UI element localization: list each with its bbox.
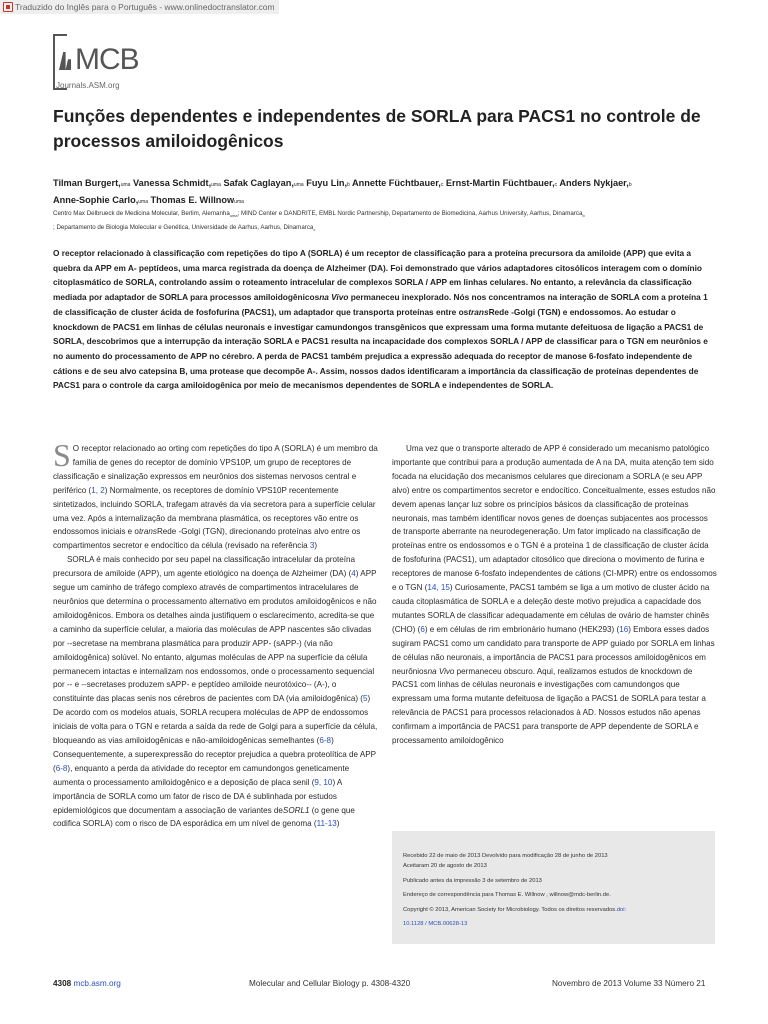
author-affiliation-mark: uma xyxy=(138,199,148,205)
translator-icon xyxy=(3,2,13,12)
correspondence: Endereço de correspondência para Thomas E. Willnow , willnow@mdc-berlin.de. xyxy=(403,892,611,899)
abstract-text-3: Rede -Golgi (TGN) e endossomos. Ao estudar o knockdown de PACS1 em linhas de células neuronais e investigar camundongos transgênicos que expressam uma forma mutante defeituosa de ligação a PACS1 de SORLA, descobrimos que a interrupção da interação SORLA e PACS1 resulta na incapacidade dos complexos SORLA / APP de classificar para o TGN em neurônios e no aumento do processamento de APP no cérebro. A perda de PACS1 também prejudica a expressão adequada do receptor de manose 6-fosfato independente de cátions e de seu alvo catepsina B, uma protease que decompõe A-. Assim, nossos dados identificaram a importância da classificação de proteínas dependentes de PACS1 para o controle da carga amiloidogênica por meio de mecanismos dependentes de SORLA e independentes de SORLA. xyxy=(53,306,708,391)
affiliation-1: Centro Max Delbrueck de Medicina Molecular, Berlim, Alemanha xyxy=(53,210,230,217)
abstract-em-1: na Vivo xyxy=(319,292,349,303)
copyright xyxy=(403,905,703,915)
ref-link-6-8[interactable]: 6-8 xyxy=(319,736,332,746)
author-affiliation-mark: uma xyxy=(293,182,304,188)
left-p2-text-c: ) De acordo com os modelos atuais, SORLA recupera moléculas de APP de endossomos iniciais de volta para o TGN e retarda a saída da rede de Golgi para a superfície da célula, bloqueando as vias amiloidogênicas e não-amiloidogênicas semelhantes ( xyxy=(53,694,378,746)
page-number: 4308 xyxy=(53,979,72,988)
left-p2-text-a: SORLA é mais conhecido por seu papel na classificação intracelular da proteína precursora de amiloide (APP), um agente etiológico na doença de Alzheimer (DA) ( xyxy=(53,555,355,579)
affiliation-2: ; MIND Center e DANDRITE, EMBL Nordic Partnership, Departamento de Biomedicina, Aarhus University, Aarhus, Dinamarca xyxy=(237,210,583,217)
ref-link-5[interactable]: 5 xyxy=(362,694,368,704)
author-affiliation-mark: uma xyxy=(234,199,244,205)
ref-link-11-13[interactable]: 11-13 xyxy=(316,819,337,829)
affiliation-3: ; Departamento de Biologia Molecular e Genética, Universidade de Aarhus, Aarhus, Dinamarca xyxy=(53,224,314,232)
abstract-text-2: permaneceu inexplorado. Nós nos concentramos na interação de SORLA com a proteína 1 de classificação de cluster ácida de fosfofurina (PACS1), um adaptador que transporta proteínas entre os xyxy=(53,292,708,317)
article-title: Funções dependentes e independentes de SORLA para PACS1 no controle de processos amiloidogênicos xyxy=(53,106,701,151)
published-date: Publicado antes da impressão 3 de setembro de 2013 xyxy=(403,877,542,884)
author-name: Fuyu Lin, xyxy=(303,178,348,188)
footer-journal: Molecular and Cellular Biology p. 4308-4320 xyxy=(249,979,411,988)
left-p2-text-b: ) APP segue um caminho de tráfego complexo através de compartimentos intracelulares de neurônios que determina o processamento alternativo em produtos amiloidogênicos e não amiloidogênicos. Embora os detalhes ainda justifiquem o esclarecimento, acredita-se que a caminho da superfície celular, a maioria das moléculas de APP nascentes são clivadas por --secretase na membrana plasmática para produzir APP- (sAPP-) (via não amiloidogênica) solúvel. No entanto, algumas moléculas de APP na superfície da célula permanecem intactas e internalizam nos endossomos, onde o processamento sequencial por -- e --secretases produzem sAPP- e peptídeo amiloide neurotóxico-- (A-), o constituinte das placas senis nos cérebros de pacientes com DA (via amiloidogênica) ( xyxy=(53,569,377,704)
right-p1-text-e: permaneceu obscuro. Aqui, realizamos estudos de knockdown de PACS1 com linhas de células neuronais e investigações com camundongos que expressam uma forma mutante defeituosa de ligação a PACS1 de SORLA para testar a relevância de PACS1 para processos relacionados à AD. Nossos estudos não apenas confirmam a importância de PACS1 para transporte de APP dependente de SORLA e processamento amiloidogênico xyxy=(392,666,706,746)
affiliation-3-sup: c xyxy=(313,227,316,233)
translator-banner-text[interactable]: Traduzido do Inglês para o Português - www.onlinedoctranslator.com xyxy=(15,2,275,12)
body-column-right xyxy=(392,442,717,748)
left-p1-em: trans xyxy=(138,527,157,537)
copyright-text: Copyright © 2013, American Society for Microbiology. Todos os direitos reservados. xyxy=(403,906,617,913)
author-name: Tilman Burgert, xyxy=(53,178,121,188)
left-p2-text-f: ) A importância de SORLA como um fator de risco de DA é sublinhada por estudos epidemiológicos que documentam a associação de variantes de xyxy=(53,777,342,815)
footer-issue: Novembro de 2013 Volume 33 Número 21 xyxy=(552,979,706,988)
author-affiliation-mark: uma xyxy=(211,182,221,188)
logo-word: MCB xyxy=(75,43,139,76)
left-p2-text-d: ) Consequentemente, a superexpressão do receptor prejudica a quebra proteolítica de APP ( xyxy=(53,736,376,773)
affiliations xyxy=(53,208,723,236)
ref-link-6-r[interactable]: 6 xyxy=(420,624,425,634)
author-name: Anne-Sophie Carlo, xyxy=(53,195,139,205)
abstract-em-2: trans xyxy=(468,306,489,317)
accepted-date: Aceitaram 20 de agosto de 2013 xyxy=(403,863,487,870)
right-p1-em: na Vivo xyxy=(427,666,455,676)
author-name: Safak Caglayan, xyxy=(220,178,294,188)
article-info-box xyxy=(392,831,715,944)
ref-link-4[interactable]: 4 xyxy=(351,569,356,579)
left-p1-text-a: O receptor relacionado ao orting com repetições do tipo A (SORLA) é um membro da família de genes do receptor de domínio VPS10P, um grupo de receptores de classificação e sinalização expressos em neurônios dos sistemas nervosos central e periférico ( xyxy=(53,444,378,495)
right-p1-text-d: ) Embora esses dados sugiram PACS1 como um candidato para transporte de APP guiado por SORLA em linhas de células não neuronais, a importância de PACS1 para processos amiloidogênicos em neurônios xyxy=(392,624,715,676)
left-p1-text-c: Rede -Golgi (TGN), direcionando proteínas alvo entre os compartimentos secretor e endocítico da célula (revisado na referência xyxy=(53,527,361,551)
ref-link-14-15[interactable]: 14, 15 xyxy=(427,583,450,593)
left-p1-text-b: ) Normalmente, os receptores de domínio VPS10P recentemente sintetizados, incluindo SORLA, trafegam através da via secretora para a superfície celular uma vez. Após a internalização da membrana plasmática, os receptores vão entre os endossomos iniciais e o xyxy=(53,485,376,537)
affiliation-1-sup: uma xyxy=(229,213,238,219)
ref-link-9-10[interactable]: 9, 10 xyxy=(314,777,333,787)
left-p2-em: SORL1 xyxy=(282,805,310,815)
logo-subtitle: Journals.ASM.org xyxy=(56,81,120,90)
footer-page xyxy=(53,979,121,989)
author-affiliation-mark: c xyxy=(440,182,444,188)
body-column-left xyxy=(53,437,378,831)
journal-logo xyxy=(53,34,163,94)
author-list xyxy=(53,176,723,210)
drop-cap: S xyxy=(53,437,71,473)
left-paragraph-2 xyxy=(53,553,378,831)
received-date: Recebido 22 de maio de 2013 Devolvido para modificação 28 de junho de 2013 xyxy=(403,853,608,859)
ref-link-1-2[interactable]: 1, 2 xyxy=(91,485,105,495)
left-p2-text-g: (o gene que codifica SORLA) com o risco de DA esporádica em um nível de genoma ( xyxy=(53,805,355,829)
right-p1-text-a: Uma vez que o transporte alterado de APP é considerado um mecanismo patológico importante que contribui para a produção aumentada de A na DA, muita atenção tem sido focada na elucidação dos mecanismos celulares que direcionam a SORLA (e seu APP alvo) entre os compartimentos secretor e endocítico. Conceitualmente, esses estudos não devem apenas lançar luz sobre os princípios básicos da classificação de proteínas neuronais, mas também identificar novos genes de doenças subjacentes aos processos de transporte aberrante na neurodegeneração. Um fator implicado na classificação de proteínas entre os endossomos e o TGN é a proteína 1 de classificação de cluster ácida de fosfofurina (PACS1), um adaptador citosólico que direciona o movimento de furina e receptores de manose 6-fosfato independentes de cátions (CI-MPR) entre os endossomos e o TGN ( xyxy=(392,444,717,593)
author-affiliation-mark: uma xyxy=(120,182,131,188)
author-affiliation-mark: b xyxy=(347,182,350,188)
right-p1-text-b: ) Curiosamente, PACS1 também se liga a um motivo de cluster ácido na cauda citoplasmática de SORLA e a deleção deste motivo prejudica a capacidade dos mutantes SORLA de classificar adequadamente em células de ovário de hamster chinês (CHO) ( xyxy=(392,583,710,634)
author-affiliation-mark: b xyxy=(628,182,632,188)
ref-link-16[interactable]: 16 xyxy=(619,624,629,634)
translator-banner[interactable] xyxy=(0,0,279,14)
left-paragraph-1 xyxy=(53,437,378,553)
author-affiliation-mark: c xyxy=(554,182,558,188)
left-p1-text-d: ) xyxy=(314,541,318,551)
doi xyxy=(403,919,703,929)
affiliation-2-sup: b xyxy=(582,213,585,219)
author-name: Ernst-Martin Füchtbauer, xyxy=(443,178,555,188)
left-p2-text-e: ), enquanto a perda da atividade do receptor em camundongos geneticamente aumenta o processamento amiloidogênico e a deposição de placa senil ( xyxy=(53,763,350,787)
left-p2-text-h: ) xyxy=(336,819,340,829)
author-name: Thomas E. Willnow xyxy=(147,195,235,205)
author-name: Vanessa Schmidt, xyxy=(130,178,212,188)
author-name: Anders Nykjaer, xyxy=(557,178,629,188)
author-name: Annette Füchtbauer, xyxy=(349,178,441,188)
doi-label-link[interactable]: doi: xyxy=(616,906,627,913)
abstract-text-1: O receptor relacionado à classificação com repetições do tipo A (SORLA) é um receptor de classificação para a proteína precursora da amiloide (APP) que evita a quebra da APP em A- peptídeos, uma marca registrada da doença de Alzheimer (DA). Foi demonstrado que vários adaptadores citosólicos interagem com o domínio citoplasmático de SORLA, controlando assim o roteamento intracelular de complexos SORLA / APP em linhas celulares. No entanto, a relevância da classificação mediada por adaptador de SORLA para processos amiloidogênicos xyxy=(53,248,702,303)
right-paragraph-1 xyxy=(392,442,717,748)
ref-link-6-8-b[interactable]: 6-8 xyxy=(55,763,68,773)
journal-site-link[interactable]: mcb.asm.org xyxy=(71,979,121,988)
ref-link-3[interactable]: 3 xyxy=(309,541,315,551)
doi-link[interactable]: 10.1128 / MCB.00628-13 xyxy=(403,921,468,928)
right-p1-text-c: ) e em células de rim embrionário humano (HEK293) ( xyxy=(424,624,620,634)
abstract xyxy=(53,246,713,393)
